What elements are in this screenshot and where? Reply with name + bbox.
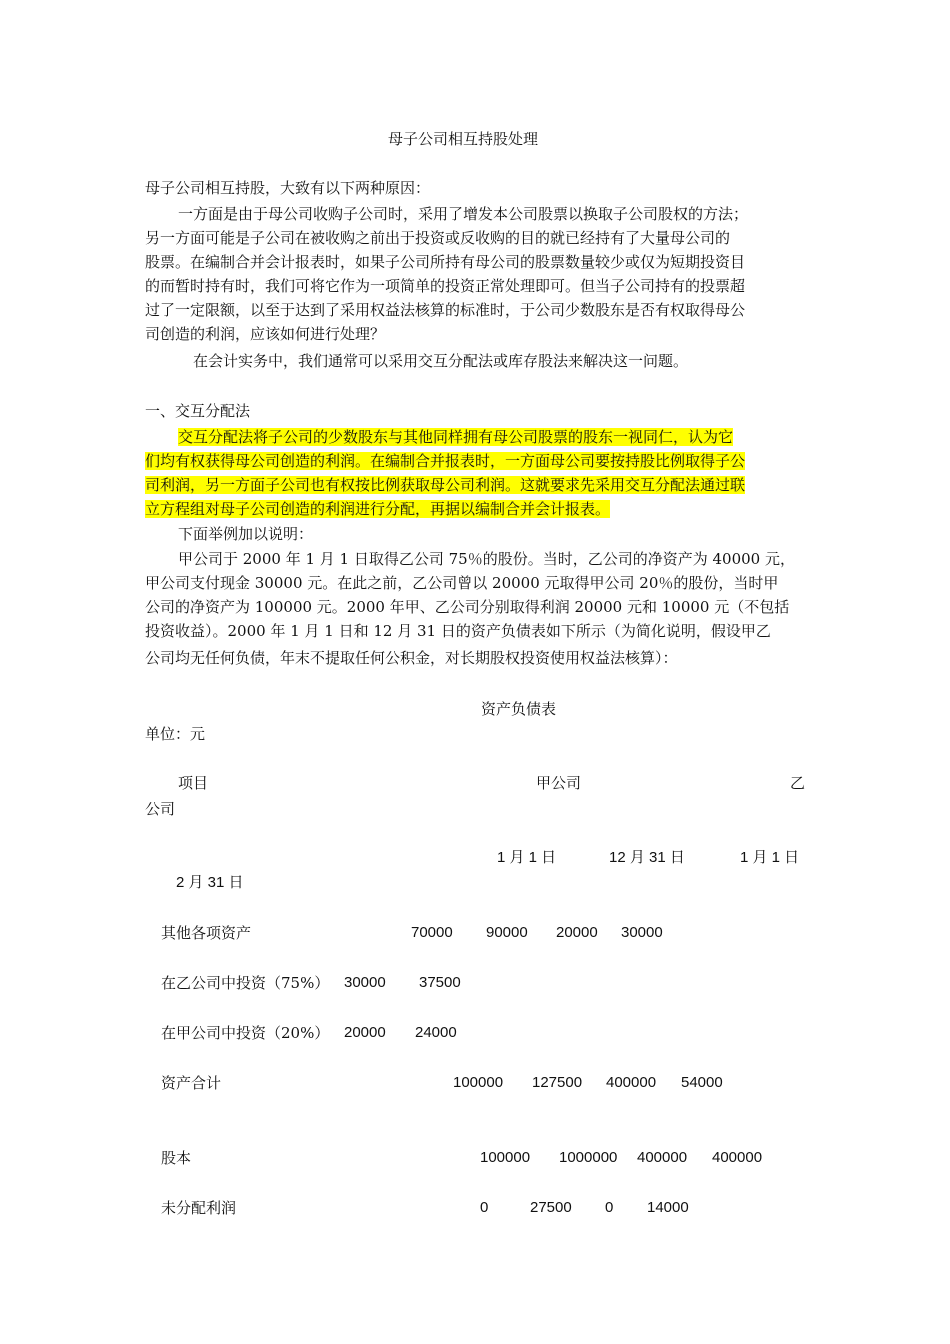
cell-value: 100000 <box>480 1149 531 1166</box>
row-label: 股本 <box>161 1149 192 1167</box>
example-line: 投资收益）。2000 年 1 月 1 日和 12 月 31 日的资产负债表如下所示（为简化说明，假设甲乙 <box>145 622 771 640</box>
cell-value: 0 <box>605 1199 614 1216</box>
para1-line: 司创造的利润，应该如何进行处理？ <box>145 325 386 343</box>
intro-line: 母子公司相互持股，大致有以下两种原因： <box>145 179 431 197</box>
header-date: 2 月 31 日 <box>176 874 244 891</box>
section-heading: 一、交互分配法 <box>145 402 251 420</box>
example-line: 公司均无任何负债，年末不提取任何公积金，对长期股权投资使用权益法核算）： <box>145 649 678 667</box>
highlight-text: 司利润，另一方面子公司也有权按比例获取母公司利润。这就要求先采用交互分配法通过联 <box>145 476 746 494</box>
header-item: 项目 <box>178 774 209 792</box>
para1-line: 股票。在编制合并会计报表时，如果子公司所持有母公司的股票数量较少或仅为短期投资目 <box>145 253 746 271</box>
para2-line: 在会计实务中，我们通常可以采用交互分配法或库存股法来解决这一问题。 <box>193 352 689 370</box>
para1-line: 另一方面可能是子公司在被收购之前出于投资或反收购的目的就已经持有了大量母公司的 <box>145 229 731 247</box>
cell-value: 100000 <box>453 1074 504 1091</box>
cell-value: 90000 <box>486 924 528 941</box>
header-company-jia: 甲公司 <box>536 774 582 792</box>
cell-value: 37500 <box>419 974 461 991</box>
para1-line: 一方面是由于母公司收购子公司时，采用了增发本公司股票以换取子公司股权的方法； <box>178 205 749 223</box>
table-unit: 单位：元 <box>145 725 206 743</box>
example-line: 甲公司于 2000 年 1 月 1 日取得乙公司 75％的股份。当时，乙公司的净资产为 40000 元， <box>178 550 795 568</box>
header-company-yi-cont: 公司 <box>145 800 176 818</box>
example-line: 甲公司支付现金 30000 元。在此之前，乙公司曾以 20000 元取得甲公司 20％的股份，当时甲 <box>145 574 779 592</box>
example-intro: 下面举例加以说明： <box>178 525 314 543</box>
header-date: 1 月 1 日 <box>497 849 557 866</box>
para1-line: 的而暂时持有时，我们可将它作为一项简单的投资正常处理即可。但当子公司持有的投票超 <box>145 277 746 295</box>
example-line: 公司的净资产为 100000 元。2000 年甲、乙公司分别取得利润 20000 元和 10000 元（不包括 <box>145 598 790 616</box>
row-label: 资产合计 <box>161 1074 222 1092</box>
para1-line: 过了一定限额，以至于达到了采用权益法核算的标准时，于公司少数股东是否有权取得母公 <box>145 301 746 319</box>
cell-value: 30000 <box>621 924 663 941</box>
highlight-text: 交互分配法将子公司的少数股东与其他同样拥有母公司股票的股东一视同仁，认为它 <box>178 428 734 446</box>
doc-title: 母子公司相互持股处理 <box>388 130 539 148</box>
header-date: 1 月 1 日 <box>740 849 800 866</box>
row-label: 在乙公司中投资（75%） <box>161 974 330 992</box>
cell-value: 127500 <box>532 1074 583 1091</box>
cell-value: 27500 <box>530 1199 572 1216</box>
cell-value: 14000 <box>647 1199 689 1216</box>
cell-value: 54000 <box>681 1074 723 1091</box>
cell-value: 20000 <box>556 924 598 941</box>
header-company-yi: 乙 <box>790 774 806 792</box>
highlight-line <box>145 425 733 449</box>
highlight-text: 立方程组对母子公司创造的利润进行分配，再据以编制合并会计报表。 <box>145 500 611 518</box>
cell-value: 24000 <box>415 1024 457 1041</box>
row-label: 未分配利润 <box>161 1199 237 1217</box>
highlight-line <box>145 473 745 497</box>
cell-value: 400000 <box>606 1074 657 1091</box>
highlight-line <box>145 497 610 521</box>
highlight-line <box>145 449 745 473</box>
cell-value: 20000 <box>344 1024 386 1041</box>
cell-value: 400000 <box>712 1149 763 1166</box>
cell-value: 1000000 <box>559 1149 618 1166</box>
table-title: 资产负债表 <box>481 700 557 718</box>
row-label: 在甲公司中投资（20%） <box>161 1024 330 1042</box>
header-date: 12 月 31 日 <box>609 849 685 866</box>
cell-value: 0 <box>480 1199 489 1216</box>
highlight-text: 们均有权获得母公司创造的利润。在编制合并报表时，一方面母公司要按持股比例取得子公 <box>145 452 746 470</box>
cell-value: 400000 <box>637 1149 688 1166</box>
row-label: 其他各项资产 <box>161 924 252 942</box>
cell-value: 70000 <box>411 924 453 941</box>
cell-value: 30000 <box>344 974 386 991</box>
